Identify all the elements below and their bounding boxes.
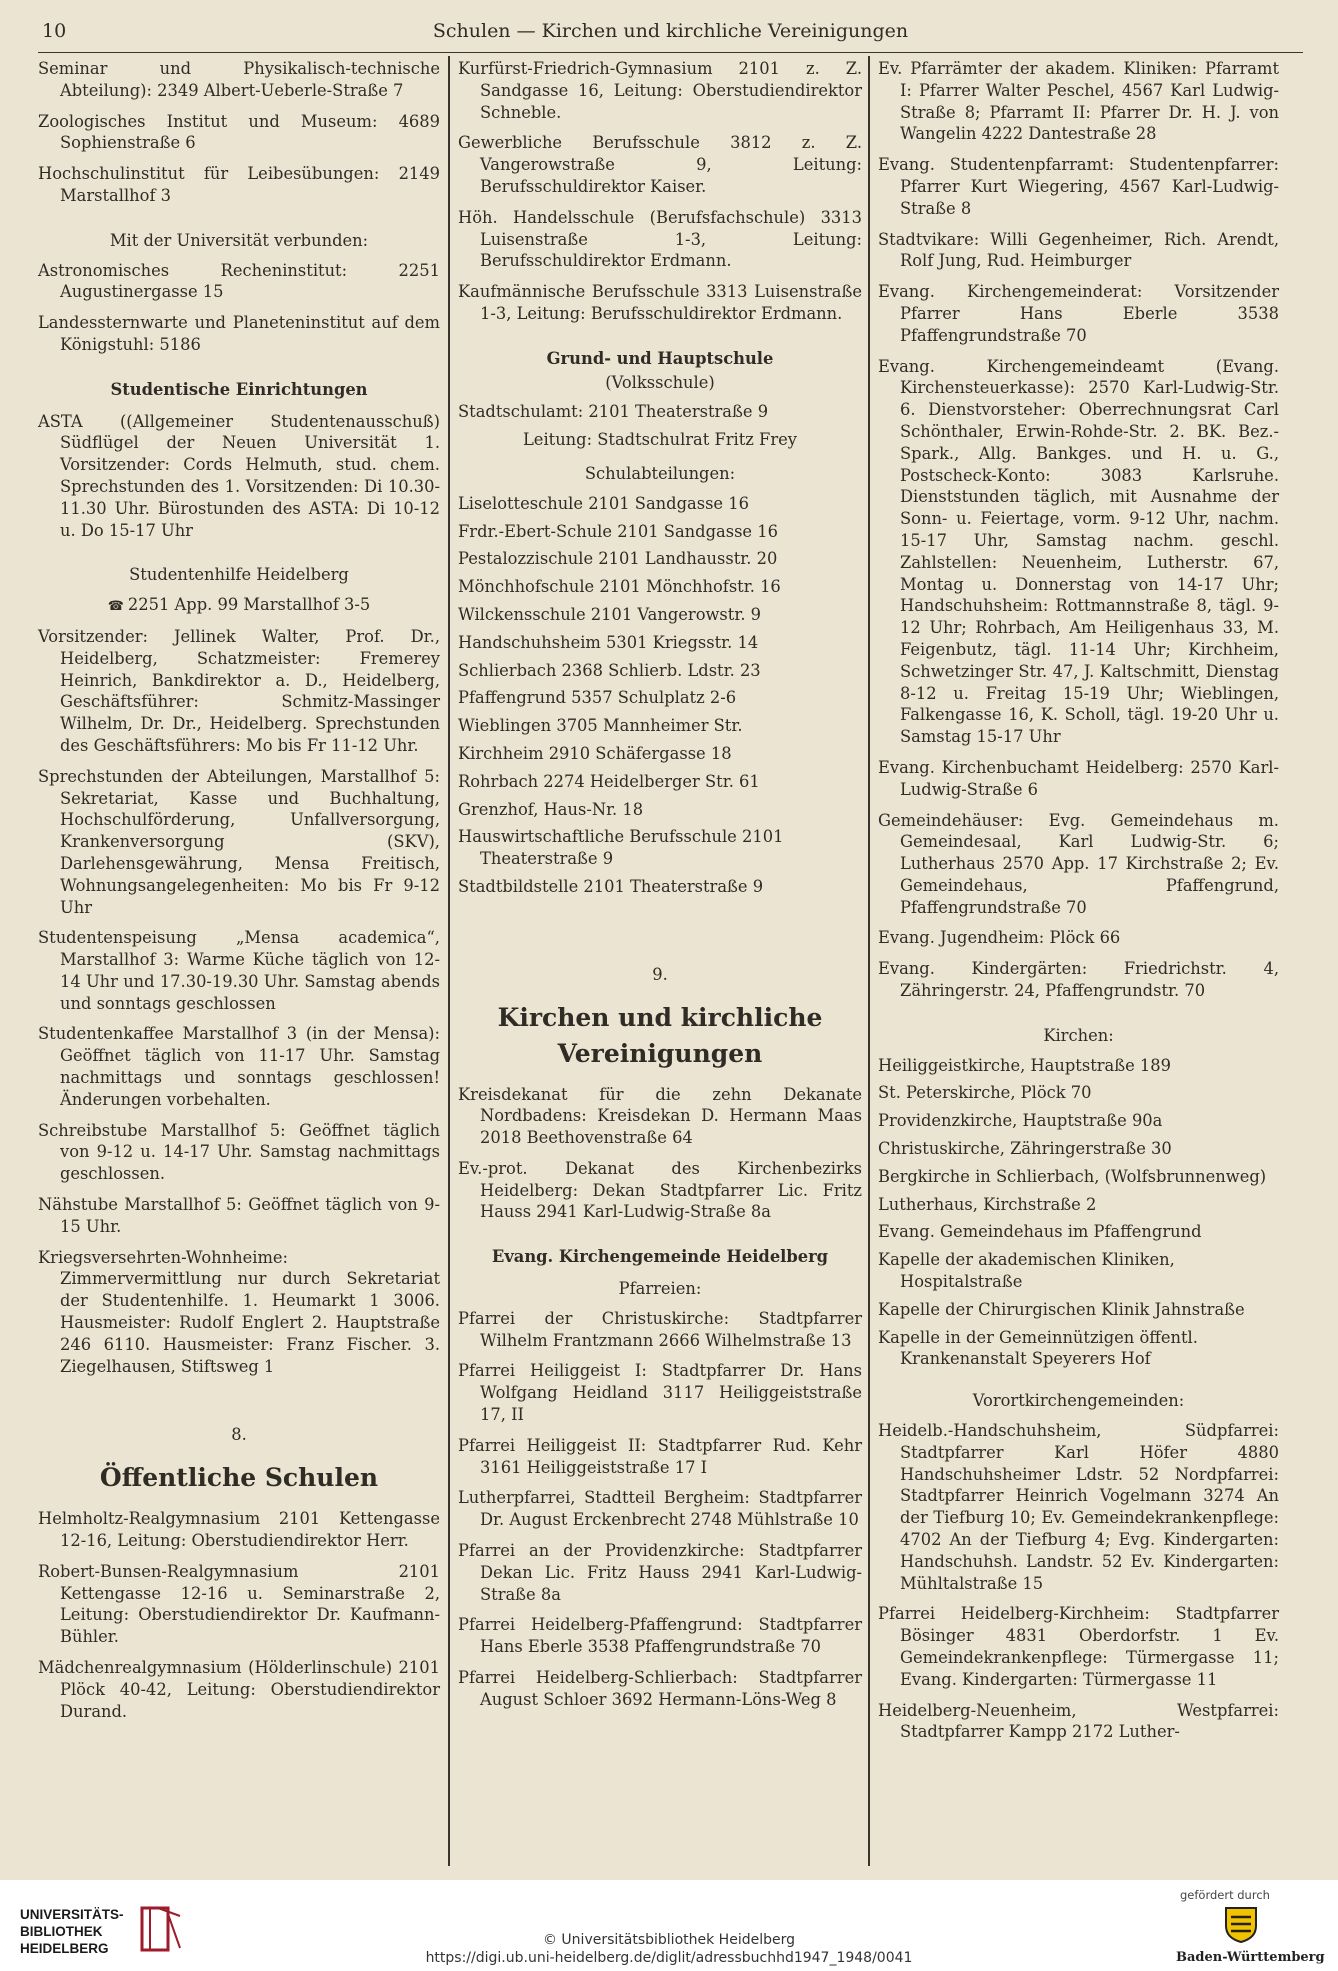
directory-entry: Leitung: Stadtschulrat Fritz Frey bbox=[523, 430, 797, 450]
directory-entry: Astronomisches Recheninstitut: 2251 Augustinergasse 15 bbox=[38, 260, 440, 302]
directory-entry: Pfarrei Heidelberg-Kirchheim: Stadtpfarrer Bösinger 4831 Oberdorfstr. 1 Ev. Gemeindekrankenpflege: Türmergasse 11; Evang. Kindergarten: Türmergasse 11 bbox=[878, 1604, 1279, 1689]
directory-entry: Studentenspeisung „Mensa academica“, Marstallhof 3: Warme Küche täglich von 12-14 Uhr und 17.30-19.30 Uhr. Samstag abends und sonntags geschlossen bbox=[38, 928, 440, 1013]
directory-entry: Stadtschulamt: 2101 Theaterstraße 9 bbox=[458, 402, 769, 422]
church-row: Kapelle der akademischen Kliniken, Hospitalstraße bbox=[878, 1250, 1175, 1292]
school-row: Wieblingen 3705 Mannheimer Str. bbox=[458, 716, 743, 736]
directory-entry: Höh. Handelsschule (Berufsfachschule) 3313 Luisenstraße 1-3, Leitung: Berufsschuldirektor Erdmann. bbox=[458, 207, 862, 271]
church-row: Bergkirche in Schlierbach, (Wolfsbrunnenweg) bbox=[878, 1166, 1267, 1186]
page-title: Schulen — Kirchen und kirchliche Vereinigungen bbox=[432, 20, 909, 42]
directory-entry: Gewerbliche Berufsschule 3812 z. Z. Vangerowstraße 9, Leitung: Berufsschuldirektor Kaiser. bbox=[458, 133, 862, 196]
directory-entry: Evang. Jugendheim: Plöck 66 bbox=[878, 928, 1121, 948]
directory-entry: Kriegsversehrten-Wohnheime: Zimmervermittlung nur durch Sekretariat der Studentenhilfe. 1. Heumarkt 1 3006. Hausmeister: Rudolf Englert 2. Hauptstraße 246 6110. Hausmeister: Franz Fischer. 3. Ziegelhausen, Stiftsweg 1 bbox=[38, 1247, 440, 1376]
heading-grundschule: Grund- und Hauptschule bbox=[546, 348, 774, 368]
directory-entry: Robert-Bunsen-Realgymnasium 2101 Kettengasse 12-16 u. Seminarstraße 2, Leitung: Oberstudiendirektor Dr. Kaufmann-Bühler. bbox=[38, 1561, 440, 1647]
school-row: Mönchhofschule 2101 Mönchhofstr. 16 bbox=[458, 577, 781, 597]
church-row: Kapelle der Chirurgischen Klinik Jahnstraße bbox=[878, 1299, 1245, 1319]
directory-entry: Studentenkaffee Marstallhof 3 (in der Mensa): Geöffnet täglich von 11-17 Uhr. Samstag nachmittags und sonntags geschlossen! Änderungen vorbehalten. bbox=[38, 1024, 440, 1109]
directory-entry: Sprechstunden der Abteilungen, Marstallhof 5: Sekretariat, Kasse und Buchhaltung, Hochschulförderung, Unfallversorgung, Krankenversorgung (SKV), Darlehensgewährung, Mensa Freitisch, Wohnungsangelegenheiten: Mo bis Fr 9-12 Uhr bbox=[38, 766, 440, 917]
church-row: St. Peterskirche, Plöck 70 bbox=[878, 1083, 1092, 1103]
directory-entry: Mädchenrealgymnasium (Hölderlinschule) 2101 Plöck 40-42, Leitung: Oberstudiendirektor Durand. bbox=[38, 1658, 440, 1721]
school-row: Handschuhsheim 5301 Kriegsstr. 14 bbox=[458, 632, 759, 652]
directory-entry: ASTA ((Allgemeiner Studentenausschuß) Südflügel der Neuen Universität 1. Vorsitzender: Cords Helmuth, stud. chem. Sprechstunden des 1. Vorsitzenden: Di 10.30-11.30 Uhr. Bürostunden des ASTA: Di 10-12 u. Do 15-17 Uhr bbox=[38, 411, 440, 540]
subheading-kirchen: Kirchen: bbox=[1043, 1025, 1114, 1045]
page-number: 10 bbox=[42, 20, 67, 42]
church-row: Kapelle in der Gemeinnützigen öffentl. Krankenanstalt Speyerers Hof bbox=[878, 1327, 1198, 1369]
heading-evang-kirchengemeinde: Evang. Kirchengemeinde Heidelberg bbox=[491, 1247, 829, 1267]
section-title: Kirchen und kirchliche Vereinigungen bbox=[497, 1002, 823, 1068]
school-row: Stadtbildstelle 2101 Theaterstraße 9 bbox=[458, 876, 764, 896]
school-row: Hauswirtschaftliche Berufsschule 2101 Theaterstraße 9 bbox=[458, 827, 784, 869]
column-3 bbox=[878, 58, 1279, 1752]
school-row: Kirchheim 2910 Schäfergasse 18 bbox=[458, 743, 732, 763]
directory-entry: Heidelb.-Handschuhsheim, Südpfarrei: Stadtpfarrer Karl Höfer 4880 Handschuhsheimer Ldstr. 52 Nordpfarrei: Stadtpfarrer Heinrich Vogelmann 3274 An der Tiefburg 10; Ev. Gemeindekrankenpflege: 4702 An der Tiefburg 4; Evg. Kindergarten: Handschuhsh. Landstr. 52 Ev. Kindergarten: Mühltalstraße 15 bbox=[878, 1421, 1279, 1593]
directory-entry: Vorsitzender: Jellinek Walter, Prof. Dr., Heidelberg, Schatzmeister: Fremerey Heinrich, Bankdirektor a. D., Heidelberg, Geschäftsführer: Schmitz-Massinger Wilhelm, Dr. Dr., Heidelberg. Sprechstunden des Geschäftsführers: Mo bis Fr 11-12 Uhr. bbox=[38, 626, 440, 755]
church-row: Lutherhaus, Kirchstraße 2 bbox=[878, 1194, 1097, 1214]
directory-entry: Pfarrei Heiliggeist II: Stadtpfarrer Rud. Kehr 3161 Heiliggeiststraße 17 I bbox=[458, 1435, 862, 1477]
directory-entry: Ev. Pfarrämter der akadem. Kliniken: Pfarramt I: Pfarrer Walter Peschel, 4567 Karl Ludwig-Straße 8; Pfarramt II: Pfarrer Dr. H. J. von Wangelin 4222 Dantestraße 28 bbox=[878, 59, 1279, 144]
directory-entry: Evang. Kindergärten: Friedrichstr. 4, Zähringerstr. 24, Pfaffengrundstr. 70 bbox=[878, 959, 1279, 1001]
school-row: Schlierbach 2368 Schlierb. Ldstr. 23 bbox=[458, 660, 761, 680]
directory-entry: Evang. Kirchengemeindeamt (Evang. Kirchensteuerkasse): 2570 Karl-Ludwig-Str. 6. Dienstvorsteher: Oberrechnungsrat Carl Schönthaler, Erwin-Rohde-Str. 2. BK. Bez.-Spark., Allg. Bankges. und H. u. G., Postscheck-Konto: 3083 Karlsruhe. Dienststunden täglich, mit Ausnahme der Sonn- u. Feiertage, vorm. 9-12 Uhr, nachm. 15-17 Uhr, Samstag nachm. geschl. Zahlstellen: Neuenheim, Lutherstr. 67, Montag u. Donnerstag von 14-17 Uhr; Handschuhsheim: Rottmannstraße 8, tägl. 9-12 Uhr; Rohrbach, Am Heiligenhaus 33, M. Feigenbutz, tägl. 11-14 Uhr; Kirchheim, Schwetzinger Str. 47, J. Kaltschmitt, Dienstag 8-12 u. Freitag 15-19 Uhr; Wieblingen, Falkengasse 16, K. Scholl, tägl. 19-20 Uhr u. Samstag 15-17 Uhr bbox=[878, 356, 1279, 747]
church-row: Providenzkirche, Hauptstraße 90a bbox=[878, 1111, 1163, 1131]
column-rule-right bbox=[868, 56, 870, 1866]
school-row: Frdr.-Ebert-Schule 2101 Sandgasse 16 bbox=[458, 521, 778, 541]
library-logo[interactable]: UNIVERSITÄTS- BIBLIOTHEK HEIDELBERG bbox=[16, 1898, 206, 1960]
directory-entry: Ev.-prot. Dekanat des Kirchenbezirks Heidelberg: Dekan Stadtpfarrer Lic. Fritz Hauss 2941 Karl-Ludwig-Straße 8a bbox=[458, 1158, 862, 1222]
telephone-icon: ☎ bbox=[107, 599, 124, 615]
church-row: Evang. Gemeindehaus im Pfaffengrund bbox=[878, 1222, 1202, 1242]
subheading-schulabteilungen: Schulabteilungen: bbox=[584, 463, 736, 483]
directory-entry: Pfarrei an der Providenzkirche: Stadtpfarrer Dekan Lic. Fritz Hauss 2941 Karl-Ludwig-Straße 8a bbox=[458, 1541, 862, 1604]
church-row: Christuskirche, Zähringerstraße 30 bbox=[878, 1139, 1172, 1159]
phone-line: ☎ 2251 App. 99 Marstallhof 3-5 bbox=[38, 594, 440, 618]
subheading-pfarreien: Pfarreien: bbox=[618, 1279, 702, 1299]
school-row: Rohrbach 2274 Heidelberger Str. 61 bbox=[458, 771, 760, 791]
directory-entry: Evang. Kirchenbuchamt Heidelberg: 2570 Karl-Ludwig-Straße 6 bbox=[878, 757, 1279, 799]
directory-entry: Helmholtz-Realgymnasium 2101 Kettengasse 12-16, Leitung: Oberstudiendirektor Herr. bbox=[38, 1509, 440, 1551]
library-emblem-icon bbox=[136, 1904, 188, 1956]
heading-student-institutions: Studentische Einrichtungen bbox=[110, 379, 368, 399]
column-1 bbox=[38, 58, 440, 1731]
directory-entry: Lutherpfarrei, Stadtteil Bergheim: Stadtpfarrer Dr. August Erckenbrecht 2748 Mühlstraße 10 bbox=[458, 1488, 862, 1530]
section-title: Öffentliche Schulen bbox=[99, 1463, 379, 1493]
funded-by-label: gefördert durch bbox=[1180, 1888, 1270, 1902]
directory-entry: Pfarrei der Christuskirche: Stadtpfarrer Wilhelm Frantzmann 2666 Wilhelmstraße 13 bbox=[458, 1308, 862, 1350]
running-head bbox=[38, 20, 1303, 53]
permalink[interactable]: https://digi.ub.uni-heidelberg.de/diglit/adressbuchhd1947_1948/0041 bbox=[425, 1950, 913, 1966]
column-2 bbox=[458, 58, 862, 1720]
column-rule-left bbox=[448, 56, 450, 1866]
directory-entry: Nähstube Marstallhof 5: Geöffnet täglich von 9-15 Uhr. bbox=[38, 1195, 440, 1236]
school-row: Pfaffengrund 5357 Schulplatz 2-6 bbox=[458, 688, 737, 708]
directory-entry: Stadtvikare: Willi Gegenheimer, Rich. Arendt, Rolf Jung, Rud. Heimburger bbox=[878, 229, 1279, 271]
subheading-volksschule: (Volksschule) bbox=[605, 372, 715, 392]
directory-entry: Heidelberg-Neuenheim, Westpfarrei: Stadtpfarrer Kampp 2172 Luther- bbox=[878, 1700, 1279, 1742]
directory-entry: Pfarrei Heidelberg-Pfaffengrund: Stadtpfarrer Hans Eberle 3538 Pfaffengrundstraße 70 bbox=[458, 1615, 862, 1657]
subheading-vorort: Vorortkirchengemeinden: bbox=[972, 1391, 1185, 1411]
directory-entry: Evang. Studentenpfarramt: Studentenpfarrer: Pfarrer Kurt Wiegering, 4567 Karl-Ludwig-Straße 8 bbox=[878, 155, 1279, 218]
school-row: Grenzhof, Haus-Nr. 18 bbox=[458, 799, 644, 819]
directory-entry: Schreibstube Marstallhof 5: Geöffnet täglich von 9-12 u. 14-17 Uhr. Samstag nachmittags geschlossen. bbox=[38, 1120, 440, 1184]
digitization-footer bbox=[0, 1880, 1338, 1971]
funder-name: Baden-Württemberg bbox=[1176, 1950, 1325, 1965]
subheading-studentenhilfe: Studentenhilfe Heidelberg bbox=[129, 565, 349, 585]
section-number: 8. bbox=[231, 1425, 247, 1445]
directory-entry: Zoologisches Institut und Museum: 4689 Sophienstraße 6 bbox=[38, 111, 440, 153]
subheading-university: Mit der Universität verbunden: bbox=[109, 230, 369, 250]
school-row: Wilckensschule 2101 Vangerowstr. 9 bbox=[458, 604, 762, 624]
school-row: Liselotteschule 2101 Sandgasse 16 bbox=[458, 493, 749, 513]
section-number: 9. bbox=[652, 964, 668, 984]
directory-entry: Pfarrei Heidelberg-Schlierbach: Stadtpfarrer August Schloer 3692 Hermann-Löns-Weg 8 bbox=[458, 1668, 862, 1709]
directory-entry: Kurfürst-Friedrich-Gymnasium 2101 z. Z. Sandgasse 16, Leitung: Oberstudiendirektor Schneble. bbox=[458, 59, 862, 122]
school-row: Pestalozzischule 2101 Landhausstr. 20 bbox=[458, 549, 778, 569]
directory-entry: Seminar und Physikalisch-technische Abteilung): 2349 Albert-Ueberle-Straße 7 bbox=[38, 59, 440, 100]
directory-entry: Kaufmännische Berufsschule 3313 Luisenstraße 1-3, Leitung: Berufsschuldirektor Erdmann. bbox=[458, 282, 862, 323]
directory-entry: Gemeindehäuser: Evg. Gemeindehaus m. Gemeindesaal, Karl Ludwig-Str. 6; Lutherhaus 2570 App. 17 Kirchstraße 2; Ev. Gemeindehaus, Pfaffengrund, Pfaffengrundstraße 70 bbox=[878, 810, 1279, 917]
church-row: Heiliggeistkirche, Hauptstraße 189 bbox=[878, 1055, 1171, 1075]
directory-entry: Hochschulinstitut für Leibesübungen: 2149 Marstallhof 3 bbox=[38, 164, 440, 205]
copyright-notice: © Universitätsbibliothek Heidelberg bbox=[542, 1932, 795, 1948]
state-coat-of-arms-icon bbox=[1222, 1904, 1260, 1944]
directory-entry: Landessternwarte und Planeteninstitut auf dem Königstuhl: 5186 bbox=[38, 313, 440, 354]
directory-entry: Pfarrei Heiliggeist I: Stadtpfarrer Dr. Hans Wolfgang Heidland 3117 Heiliggeiststraße 17, II bbox=[458, 1361, 862, 1425]
directory-entry: Kreisdekanat für die zehn Dekanate Nordbadens: Kreisdekan D. Hermann Maas 2018 Beethovenstraße 64 bbox=[458, 1084, 862, 1148]
directory-entry: Evang. Kirchengemeinderat: Vorsitzender Pfarrer Hans Eberle 3538 Pfaffengrundstraße 70 bbox=[878, 282, 1279, 345]
